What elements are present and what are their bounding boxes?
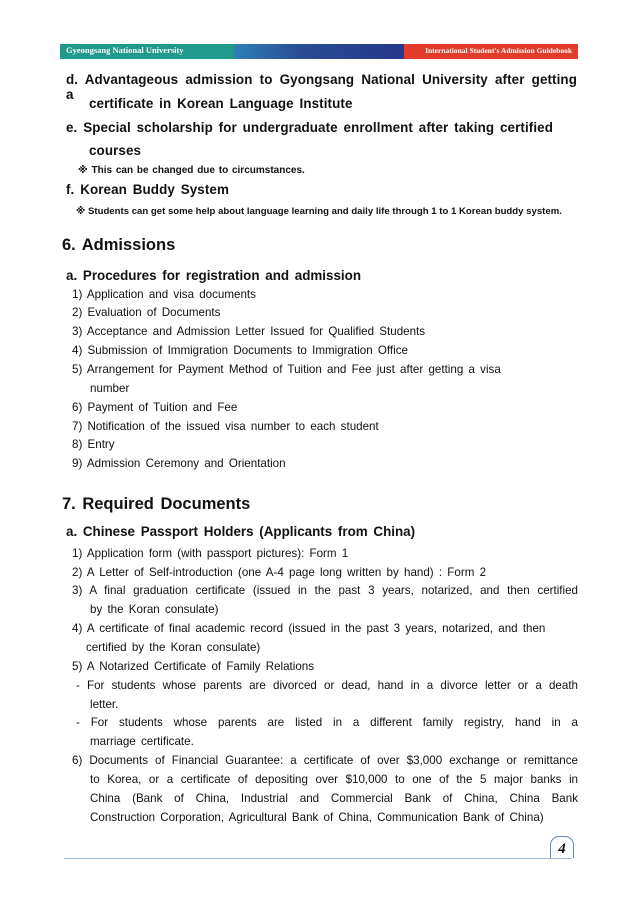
item-e-line1: e. Special scholarship for undergraduate enrollment after taking certified: [66, 120, 553, 135]
admission-step: 1) Application and visa documents: [72, 288, 256, 301]
document-line: - For students whose parents are listed in a different family registry, hand in a: [76, 716, 578, 729]
header-left-segment: [60, 44, 234, 59]
header-mid-segment: [234, 44, 404, 59]
document-line-cont: certified by the Koran consulate): [86, 641, 261, 654]
footer-rule: [64, 858, 572, 859]
document-line: 6) Documents of Financial Guarantee: a certificate of over $3,000 exchange or remittance: [72, 754, 578, 767]
page-number: 4: [550, 836, 574, 858]
document-line: 5) A Notarized Certificate of Family Relations: [72, 660, 315, 673]
admission-step-cont: number: [90, 382, 130, 395]
item-f-title: f. Korean Buddy System: [66, 182, 229, 197]
document-line: 4) A certificate of final academic record (issued in the past 3 years, notarized, and then: [72, 622, 546, 635]
item-d-line2: certificate in Korean Language Institute: [89, 96, 353, 111]
document-line-cont: to Korea, or a certificate of depositing over $10,000 to one of the 5 major banks in: [90, 773, 578, 786]
document-line: - For students whose parents are divorced or dead, hand in a divorce letter or a death: [76, 679, 578, 692]
item-d-line1: d. Advantageous admission to Gyongsang National University after getting a: [66, 72, 577, 102]
document-line: 3) A final graduation certificate (issued in the past 3 years, notarized, and then certified: [72, 584, 578, 597]
admission-step: 8) Entry: [72, 438, 115, 451]
admission-step: 9) Admission Ceremony and Orientation: [72, 457, 286, 470]
item-e-line2: courses: [89, 143, 142, 158]
admission-step: 6) Payment of Tuition and Fee: [72, 401, 238, 414]
document-line-cont: marriage certificate.: [90, 735, 194, 748]
admissions-subtitle: a. Procedures for registration and admission: [66, 268, 361, 283]
document-line-cont: Construction Corporation, Agricultural Bank of China, Communication Bank of China): [90, 811, 544, 824]
documents-subtitle: a. Chinese Passport Holders (Applicants from China): [66, 524, 416, 539]
document-line-cont: letter.: [90, 698, 119, 711]
header-guidebook: International Student's Admission Guidebook: [425, 46, 572, 55]
admission-step: 2) Evaluation of Documents: [72, 306, 221, 319]
document-line-cont: by the Koran consulate): [90, 603, 219, 616]
header-right-segment: [404, 44, 578, 59]
document-line: 2) A Letter of Self-introduction (one A-4 page long written by hand) : Form 2: [72, 566, 487, 579]
admission-step: 5) Arrangement for Payment Method of Tuition and Fee just after getting a visa: [72, 363, 501, 376]
section-documents-title: 7. Required Documents: [62, 495, 251, 513]
admission-step: 3) Acceptance and Admission Letter Issued for Qualified Students: [72, 325, 426, 338]
admission-step: 7) Notification of the issued visa number to each student: [72, 420, 379, 433]
header-university: Gyeongsang National University: [66, 45, 184, 55]
admission-step: 4) Submission of Immigration Documents to Immigration Office: [72, 344, 408, 357]
section-admissions-title: 6. Admissions: [62, 236, 176, 254]
document-line-cont: China (Bank of China, Industrial and Commercial Bank of China, China Bank: [90, 792, 578, 805]
buddy-note: ※ Students can get some help about language learning and daily life through 1 to 1 Korean buddy system.: [76, 206, 562, 217]
circumstances-note: ※ This can be changed due to circumstances.: [78, 165, 305, 176]
page-header: [60, 44, 578, 59]
document-line: 1) Application form (with passport pictures): Form 1: [72, 547, 349, 560]
